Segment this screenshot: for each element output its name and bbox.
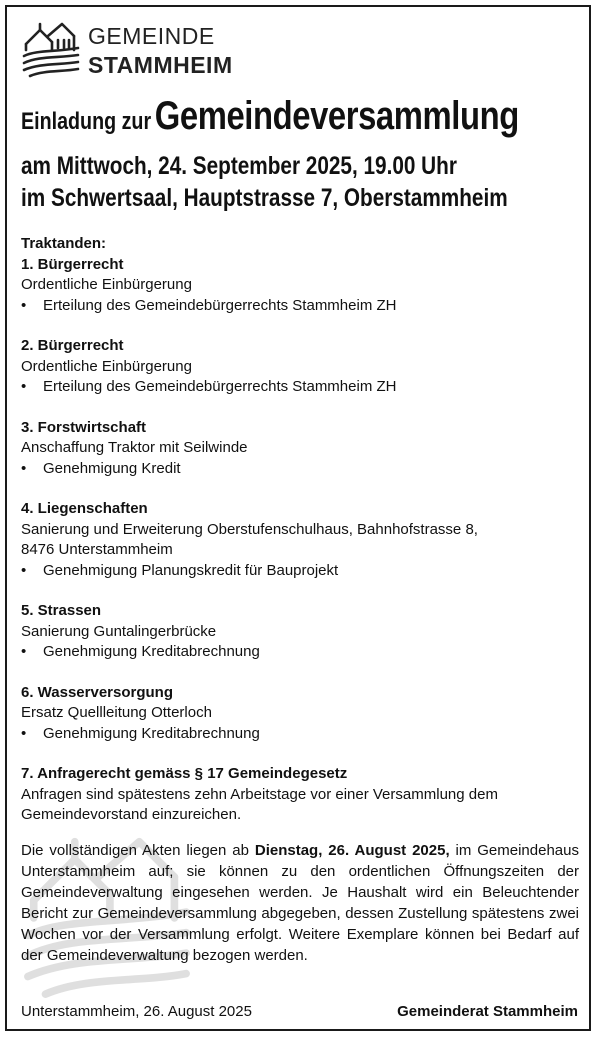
agenda-label: Traktanden: [21,235,107,252]
title-prefix: Einladung zur [21,108,152,135]
agenda-item [21,601,581,663]
agenda-item-desc: Sanierung Guntalingerbrücke [21,622,217,640]
files-available-date: Dienstag, 26. August 2025, [254,842,450,859]
agenda-item [21,683,581,745]
event-date-time: am Mittwoch, 24. September 2025, 19.00 Uhr [21,152,457,180]
closing-text-1: Die vollständigen Akten liegen ab [21,842,255,859]
agenda-item-bullet: • Genehmigung Planungskredit für Bauprojekt [21,561,581,582]
agenda-item-bullet: • Genehmigung Kreditabrechnung [21,724,581,745]
closing-text-2: im Gemeindehaus Unterstammheim auf; sie können zu den ordentlichen Öffnungszeiten der Gemeindeverwaltung eingesehen werden. Je Haushalt wird ein Beleuchtender Bericht zur Gemeindeversammlung abgegeben, dessen Zustellung spätestens zwei Wochen vor der Versammlung erfolgt. Weitere Exemplare können bei Bedarf auf der Gemeindeverwaltung bezogen werden. [21,842,579,964]
agenda [21,234,581,826]
agenda-item-bullet: • Genehmigung Kreditabrechnung [21,642,581,663]
agenda-item-heading: 1. Bürgerrecht [21,255,124,273]
agenda-item [21,255,581,317]
agenda-item-desc: Anfragen sind spätestens zehn Arbeitstage vor einer Versammlung dem [21,785,498,803]
agenda-item-desc: Ordentliche Einbürgerung [21,276,192,293]
agenda-item-bullet: • Erteilung des Gemeindebürgerrechts Stammheim ZH [21,377,581,398]
agenda-item [21,336,581,398]
castle-hills-icon [22,20,80,78]
agenda-item-heading: 4. Liegenschaften [21,500,148,517]
agenda-item [21,764,581,826]
gemeinde-logo [22,20,272,80]
closing-paragraph [21,840,579,966]
agenda-item-desc: Anschaffung Traktor mit Seilwinde [21,439,248,456]
title-main: Gemeindeversammlung [154,94,519,138]
agenda-item-desc: Ordentliche Einbürgerung [21,357,192,375]
agenda-item-desc: Ersatz Quellleitung Otterloch [21,704,212,721]
agenda-item [21,499,581,581]
place-date: Unterstammheim, 26. August 2025 [21,1003,252,1020]
agenda-item [21,418,581,480]
agenda-item-heading: 3. Forstwirtschaft [21,418,147,436]
agenda-item-heading: 6. Wasserversorgung [21,683,173,701]
agenda-item-heading: 2. Bürgerrecht [21,337,124,354]
signature: Gemeinderat Stammheim [397,1003,578,1020]
agenda-item-heading: 7. Anfragerecht gemäss § 17 Gemeindegesetz [21,765,348,782]
agenda-item-desc-2: 8476 Unterstammheim [21,541,173,558]
event-details [21,150,508,214]
agenda-item-bullet: • Erteilung des Gemeindebürgerrechts Stammheim ZH [21,296,581,317]
event-location: im Schwertsaal, Hauptstrasse 7, Oberstammheim [21,184,508,212]
page-title [21,94,519,139]
logo-text-stammheim: STAMMHEIM [88,52,233,78]
agenda-item-desc: Sanierung und Erweiterung Oberstufenschulhaus, Bahnhofstrasse 8, [21,520,478,538]
logo-text-gemeinde: GEMEINDE [88,23,215,49]
agenda-item-bullet: • Genehmigung Kredit [21,459,581,480]
agenda-item-desc-2: Gemeindevorstand einzureichen. [21,806,242,823]
agenda-item-heading: 5. Strassen [21,602,102,619]
